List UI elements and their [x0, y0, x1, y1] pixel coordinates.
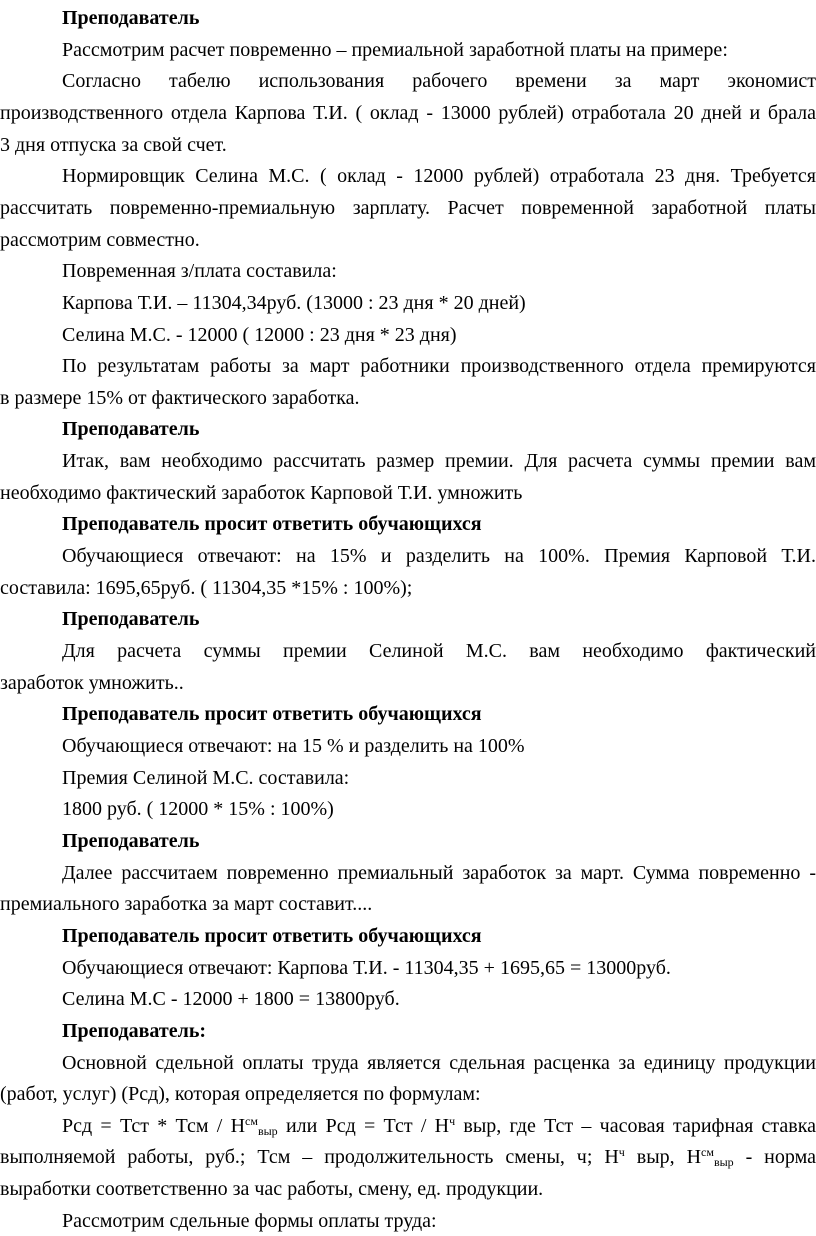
- paragraph-line: [0, 573, 816, 603]
- speaker-heading: [62, 3, 816, 33]
- paragraph-line: [0, 1142, 816, 1172]
- formula-supscript: см: [245, 1113, 258, 1128]
- paragraph-line: [62, 320, 816, 350]
- text-run: рассчитать повременно-премиальную зарплату. Расчет повременной заработной платы: [0, 196, 816, 219]
- paragraph-line: [0, 383, 816, 413]
- text-run: Нормировщик Селина М.С. ( оклад - 12000 рублей) отработала 23 дня. Требуется: [62, 165, 816, 188]
- text-run: Согласно табелю использования рабочего времени за март экономист: [62, 70, 816, 93]
- paragraph-line: [62, 636, 816, 666]
- paragraph-line: [62, 731, 816, 761]
- text-run: выр, где Тст – часовая тарифная ставка: [455, 1114, 816, 1137]
- text-run: Премия Селиной М.С. составила:: [62, 766, 350, 789]
- paragraph-line: [62, 763, 816, 793]
- speaker-heading: [62, 826, 816, 856]
- paragraph-line: [62, 288, 816, 318]
- text-run: 1800 руб. ( 12000 * 15% : 100%): [62, 798, 334, 821]
- text-run: Обучающиеся отвечают: Карпова Т.И. - 11304,35 + 1695,65 = 13000руб.: [62, 956, 671, 979]
- paragraph-line: [0, 1079, 816, 1109]
- text-run: Преподаватель: [62, 608, 200, 631]
- paragraph-line: [0, 130, 816, 160]
- paragraph-line: [62, 256, 816, 286]
- paragraph-line: [0, 668, 816, 698]
- text-run: выполняемой работы, руб.; Тсм – продолжительность смены, ч; Н: [0, 1146, 619, 1169]
- formula-supscript: ч: [618, 1145, 625, 1160]
- text-run: выработки соответственно за час работы, смену, ед. продукции.: [0, 1178, 544, 1200]
- speaker-heading: [62, 699, 816, 729]
- text-run: или Рсд = Тст / Н: [277, 1114, 450, 1137]
- paragraph-line: [62, 1206, 816, 1236]
- text-run: Далее рассчитаем повременно премиальный заработок за март. Сумма повременно -: [62, 861, 816, 884]
- paragraph-line: [0, 478, 816, 508]
- text-run: Обучающиеся отвечают: на 15 % и разделить на 100%: [62, 734, 525, 757]
- text-run: Преподаватель: [62, 418, 200, 441]
- paragraph-line: [62, 161, 816, 191]
- speaker-heading: [62, 509, 816, 539]
- formula-subscript: выр: [713, 1155, 734, 1170]
- text-run: - норма: [733, 1146, 816, 1169]
- text-run: Преподаватель: [62, 7, 200, 29]
- paragraph-line: [0, 98, 816, 128]
- paragraph-line: [62, 351, 816, 381]
- paragraph-line: [62, 794, 816, 824]
- paragraph-line: [62, 541, 816, 571]
- text-run: Селина М.С. - 12000 ( 12000 : 23 дня * 23 дня): [62, 323, 457, 346]
- text-run: заработок умножить..: [0, 671, 184, 694]
- text-run: Преподаватель просит ответить обучающихся: [62, 924, 482, 947]
- formula-supscript: см: [701, 1145, 714, 1160]
- paragraph-line: [62, 446, 816, 476]
- text-run: (работ, услуг) (Рсд), которая определяется по формулам:: [0, 1083, 481, 1106]
- text-run: выр, Н: [624, 1146, 702, 1169]
- paragraph-line: [62, 35, 816, 65]
- text-run: рассмотрим совместно.: [0, 228, 200, 251]
- speaker-heading: [62, 604, 816, 634]
- paragraph-line: [62, 1048, 816, 1078]
- text-run: составила: 1695,65руб. ( 11304,35 *15% : 100%);: [0, 576, 413, 599]
- paragraph-line: [0, 889, 816, 919]
- text-run: производственного отдела Карпова Т.И. ( оклад - 13000 рублей) отработала 20 дней и брала: [0, 101, 816, 124]
- paragraph-line: [62, 1111, 816, 1141]
- paragraph-line: [0, 1174, 816, 1204]
- text-run: Преподаватель: [62, 829, 200, 852]
- speaker-heading: [62, 921, 816, 951]
- text-run: Повременная з/плата составила:: [62, 260, 337, 283]
- text-run: Рассмотрим сдельные формы оплаты труда:: [62, 1209, 437, 1232]
- paragraph-line: [0, 225, 816, 255]
- speaker-heading: [62, 414, 816, 444]
- paragraph-line: [62, 953, 816, 983]
- text-run: Преподаватель просит ответить обучающихся: [62, 703, 482, 726]
- paragraph-line: [0, 193, 816, 223]
- paragraph-line: [62, 984, 816, 1014]
- text-run: Рассмотрим расчет повременно – премиальной заработной платы на примере:: [62, 38, 728, 61]
- text-run: в размере 15% от фактического заработка.: [0, 386, 360, 409]
- speaker-heading: [62, 1016, 816, 1046]
- formula-supscript: ч: [449, 1113, 456, 1128]
- text-run: Основной сдельной оплаты труда является сдельная расценка за единицу продукции: [62, 1051, 816, 1074]
- text-run: По результатам работы за март работники производственного отдела премируются: [62, 355, 816, 378]
- text-run: Карпова Т.И. – 11304,34руб. (13000 : 23 дня * 20 дней): [62, 291, 526, 314]
- formula-subscript: выр: [257, 1123, 278, 1138]
- text-run: Преподаватель:: [62, 1019, 207, 1042]
- paragraph-line: [62, 66, 816, 96]
- text-run: Селина М.С - 12000 + 1800 = 13800руб.: [62, 988, 400, 1011]
- text-run: необходимо фактический заработок Карповой Т.И. умножить: [0, 481, 523, 504]
- text-run: 3 дня отпуска за свой счет.: [0, 133, 227, 156]
- text-run: Итак, вам необходимо рассчитать размер премии. Для расчета суммы премии вам: [62, 450, 816, 473]
- text-run: Обучающиеся отвечают: на 15% и разделить на 100%. Премия Карповой Т.И.: [62, 545, 816, 567]
- text-run: премиального заработка за март составит....: [0, 893, 373, 916]
- text-run: Преподаватель просит ответить обучающихся: [62, 513, 482, 536]
- text-run: Для расчета суммы премии Селиной М.С. вам необходимо фактический: [62, 640, 816, 662]
- text-run: Рсд = Тст * Тсм / Н: [62, 1114, 246, 1137]
- paragraph-line: [62, 858, 816, 888]
